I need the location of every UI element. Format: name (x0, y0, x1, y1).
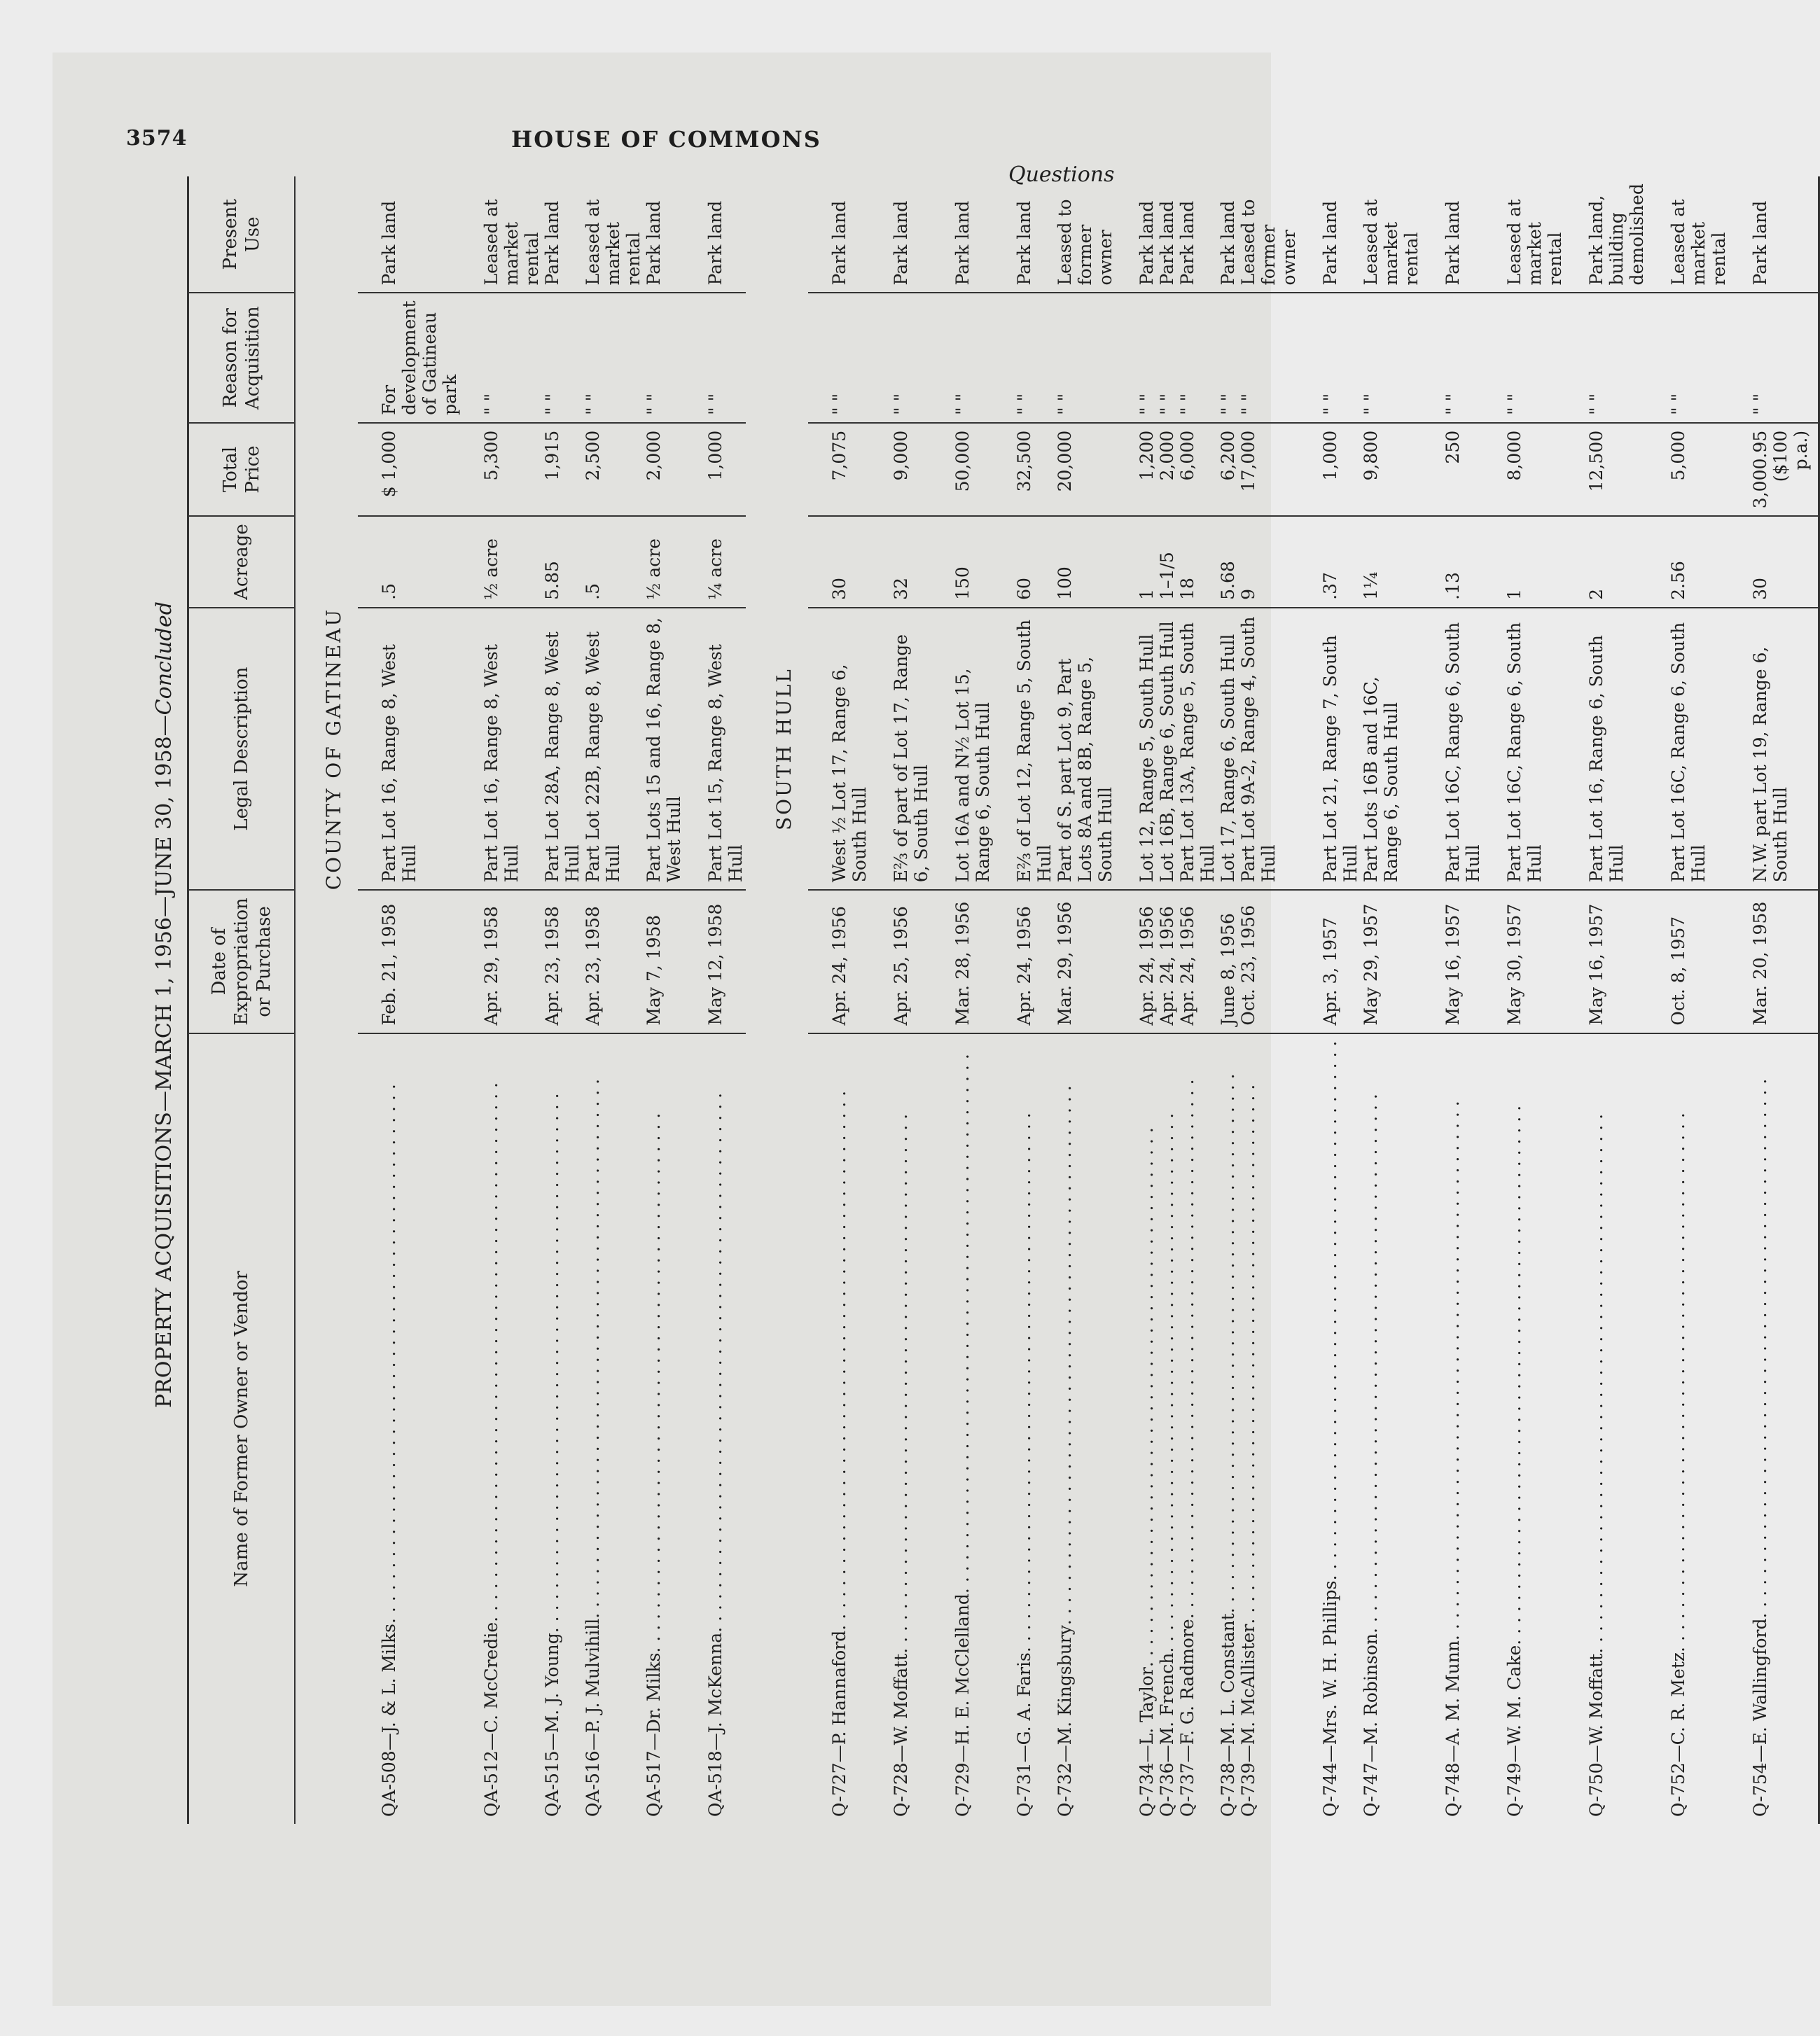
cell-reason: " " (1238, 293, 1299, 422)
col-header-legal: Legal Description (188, 608, 296, 890)
col-header-name: Name of Former Owner or Vendor (188, 1033, 296, 1824)
cell-date: May 12, 1958 (684, 890, 746, 1033)
rotated-table-region (144, 183, 1811, 1824)
cell-reason: " " (1565, 293, 1647, 422)
cell-legal: N.W. part Lot 19, Range 6, South Hull (1729, 608, 1819, 890)
dot-leader (1443, 1041, 1463, 1640)
table-row (1116, 176, 1157, 1824)
name-leader (1750, 1041, 1770, 1817)
section-spacer (295, 176, 358, 293)
table-header-row (188, 176, 296, 1824)
name-text: QA-516—P. J. Mulvihill (583, 1618, 603, 1817)
cell-acreage: ½ acre (644, 516, 684, 608)
cell-legal: West ½ Lot 17, Range 6, South Hull (808, 608, 870, 890)
cell-legal: Part Lot 22B, Range 8, West Hull (583, 608, 644, 890)
cell-date: May 16, 1957 (1565, 890, 1647, 1033)
cell-price: 9,800 (1361, 423, 1422, 516)
cell-name (870, 1033, 931, 1824)
cell-price: 6,200 (1218, 423, 1238, 516)
cell-reason: " " (1299, 293, 1361, 422)
cell-acreage: ½ acre (460, 516, 542, 608)
cell-legal: Part Lot 21, Range 7, South Hull (1299, 608, 1361, 890)
cell-legal: Part Lot 28A, Range 8, West Hull (542, 608, 583, 890)
name-text: Q-729—H. E. McClelland (952, 1594, 973, 1817)
dot-leader (1055, 1041, 1075, 1625)
cell-reason: For development of Gatineau park (358, 293, 460, 422)
name-leader (1218, 1041, 1238, 1817)
cell-date: Apr. 3, 1957 (1299, 890, 1361, 1033)
cell-acreage: 18 (1177, 516, 1218, 608)
name-text: Q-739—M. McAllister (1238, 1624, 1258, 1817)
cell-use: Park land (542, 176, 583, 293)
cell-date: Oct. 8, 1957 (1647, 890, 1729, 1033)
page-header-title: HOUSE OF COMMONS (511, 126, 821, 153)
cell-price: 1,915 (542, 423, 583, 516)
cell-reason: " " (1422, 293, 1483, 422)
section-title: COUNTY OF GATINEAU (322, 607, 345, 891)
cell-use: Park land (1157, 176, 1177, 293)
section-spacer (746, 176, 808, 293)
cell-legal: Lot 16B, Range 6, South Hull (1157, 608, 1177, 890)
cell-acreage: 5.85 (542, 516, 583, 608)
name-leader (1320, 1041, 1340, 1817)
cell-reason: " " (931, 293, 993, 422)
cell-use: Park land (870, 176, 931, 293)
name-text: QA-518—J. McKenna (705, 1632, 725, 1817)
cell-price: 2,500 (583, 423, 644, 516)
cell-date: Apr. 23, 1958 (583, 890, 644, 1033)
cell-date: Mar. 28, 1956 (931, 890, 993, 1033)
cell-name (358, 1033, 460, 1824)
cell-legal: Lot 17, Range 6, South Hull (1218, 608, 1238, 890)
name-text: Q-747—M. Robinson (1361, 1633, 1381, 1817)
dot-leader (1504, 1041, 1524, 1645)
name-text: QA-517—Dr. Milks (644, 1652, 664, 1817)
dot-leader (829, 1041, 849, 1631)
table-row (542, 176, 583, 1824)
table-row (993, 176, 1055, 1824)
cell-date: Feb. 21, 1958 (358, 890, 460, 1033)
cell-date: Apr. 23, 1958 (542, 890, 583, 1033)
cell-name (1177, 1033, 1218, 1824)
dot-leader (952, 1041, 973, 1594)
dot-leader (891, 1041, 911, 1654)
cell-name (644, 1033, 684, 1824)
dot-leader (1668, 1041, 1688, 1652)
cell-use: Park land (1177, 176, 1218, 293)
table-row (1565, 176, 1647, 1824)
dot-leader (481, 1041, 501, 1622)
table-row (1177, 176, 1218, 1824)
cell-date: June 8, 1956 (1218, 890, 1238, 1033)
name-leader (644, 1041, 664, 1817)
name-text: Q-727—P. Hannaford (829, 1630, 849, 1817)
cell-price: 1,000 (1299, 423, 1361, 516)
cell-price: 2,000 (1157, 423, 1177, 516)
cell-reason: " " (644, 293, 684, 422)
cell-legal: E⅔ of Lot 12, Range 5, South Hull (993, 608, 1055, 890)
cell-price: 3,000.95 ($100 p.a.) (1729, 423, 1819, 516)
cell-reason: " " (808, 293, 870, 422)
cell-date: Apr. 29, 1958 (460, 890, 542, 1033)
cell-date: May 29, 1957 (1361, 890, 1422, 1033)
name-text: Q-732—M. Kingsbury (1055, 1625, 1075, 1817)
name-leader (481, 1041, 501, 1817)
cell-acreage: 5.68 (1218, 516, 1238, 608)
dot-leader (583, 1041, 603, 1619)
name-text: Q-754—E. Wallingford (1750, 1618, 1770, 1817)
cell-use: Park land (1116, 176, 1157, 293)
cell-reason: " " (1055, 293, 1116, 422)
dot-leader (1157, 1041, 1177, 1653)
cell-reason: " " (1218, 293, 1238, 422)
cell-use: Leased to former owner (1238, 176, 1299, 293)
cell-acreage: 2 (1565, 516, 1647, 608)
cell-name (1422, 1033, 1483, 1824)
col-header-use: Present Use (188, 176, 296, 293)
name-leader (1055, 1041, 1075, 1817)
dot-leader (705, 1041, 725, 1633)
name-text: Q-731—G. A. Faris (1014, 1652, 1034, 1817)
table-row (684, 176, 746, 1824)
section-spacer (746, 890, 808, 1033)
cell-legal: Part Lot 16C, Range 6, South Hull (1483, 608, 1565, 890)
name-leader (1137, 1041, 1157, 1817)
section-spacer (746, 1033, 808, 1824)
cell-acreage: .5 (358, 516, 460, 608)
cell-use: Park land (644, 176, 684, 293)
cell-price: 12,500 (1565, 423, 1647, 516)
cell-name (1238, 1033, 1299, 1824)
cell-acreage: .5 (583, 516, 644, 608)
dot-leader (1137, 1041, 1157, 1668)
cell-legal: E⅔ of part of Lot 17, Range 6, South Hull (870, 608, 931, 890)
table-title-suffix: Concluded (152, 601, 176, 716)
name-leader (1504, 1041, 1524, 1817)
page-number: 3574 (126, 126, 188, 151)
section-spacer (295, 516, 358, 608)
cell-name (1729, 1033, 1819, 1824)
cell-reason: " " (583, 293, 644, 422)
col-header-acreage: Acreage (188, 516, 296, 608)
cell-name (931, 1033, 993, 1824)
cell-reason: " " (1157, 293, 1177, 422)
cell-acreage: 60 (993, 516, 1055, 608)
table-row (1218, 176, 1238, 1824)
cell-date: Mar. 29, 1956 (1055, 890, 1116, 1033)
section-row (746, 176, 808, 1824)
cell-use: Park land (1299, 176, 1361, 293)
name-text: QA-515—M. J. Young (542, 1633, 562, 1817)
table-row (460, 176, 542, 1824)
cell-price: $ 1,000 (358, 423, 460, 516)
cell-acreage: 30 (808, 516, 870, 608)
cell-legal: Lot 16A and N½ Lot 15, Range 6, South Hull (931, 608, 993, 890)
cell-use: Leased to former owner (1055, 176, 1116, 293)
cell-price: 20,000 (1055, 423, 1116, 516)
cell-name (808, 1033, 870, 1824)
cell-use: Park land (1218, 176, 1238, 293)
cell-acreage: 30 (1729, 516, 1819, 608)
cell-reason: " " (1729, 293, 1819, 422)
table-row (583, 176, 644, 1824)
section-spacer (295, 293, 358, 422)
cell-legal: Part Lot 16C, Range 6, South Hull (1422, 608, 1483, 890)
cell-name (1116, 1033, 1157, 1824)
table-row (1055, 176, 1116, 1824)
cell-name (542, 1033, 583, 1824)
table-row (1157, 176, 1177, 1824)
cell-price: 7,075 (808, 423, 870, 516)
name-text: QA-508—J. & L. Milks (379, 1624, 399, 1817)
cell-name (1647, 1033, 1729, 1824)
cell-acreage: 100 (1055, 516, 1116, 608)
cell-price: 6,000 (1177, 423, 1218, 516)
cell-use: Park land (931, 176, 993, 293)
cell-reason: " " (1647, 293, 1729, 422)
col-header-date: Date of Expropriation or Purchase (188, 890, 296, 1033)
table-row (644, 176, 684, 1824)
cell-name (1483, 1033, 1565, 1824)
name-leader (379, 1041, 399, 1817)
cell-acreage: 1 (1116, 516, 1157, 608)
name-leader (1177, 1041, 1197, 1817)
name-text: Q-752—C. R. Metz (1668, 1652, 1688, 1817)
cell-legal: Part Lot 16C, Range 6, South Hull (1647, 608, 1729, 890)
cell-name (1218, 1033, 1238, 1824)
section-title: SOUTH HULL (772, 667, 796, 831)
cell-price: 9,000 (870, 423, 931, 516)
table-row (358, 176, 460, 1824)
cell-name (1055, 1033, 1116, 1824)
dot-leader (1361, 1041, 1381, 1633)
dot-leader (1238, 1041, 1258, 1624)
dot-leader (1586, 1041, 1606, 1654)
section-spacer (295, 890, 358, 1033)
name-text: Q-728—W. Moffatt (891, 1653, 911, 1817)
section-spacer (746, 293, 808, 422)
cell-acreage: 9 (1238, 516, 1299, 608)
name-leader (542, 1041, 562, 1817)
cell-date: Apr. 25, 1956 (870, 890, 931, 1033)
cell-name (460, 1033, 542, 1824)
table-row (1483, 176, 1565, 1824)
table-row (1299, 176, 1361, 1824)
col-header-price: Total Price (188, 423, 296, 516)
cell-use: Park land (358, 176, 460, 293)
cell-use: Park land (993, 176, 1055, 293)
dot-leader (1320, 1041, 1340, 1581)
table-row (808, 176, 870, 1824)
name-text: Q-734—L. Taylor (1137, 1667, 1157, 1817)
acquisitions-table (187, 176, 1820, 1824)
section-spacer (746, 516, 808, 608)
table-row (1361, 176, 1422, 1824)
cell-price: 2,000 (644, 423, 684, 516)
cell-reason: " " (993, 293, 1055, 422)
name-text: Q-750—W. Moffatt (1586, 1653, 1606, 1817)
cell-acreage: .13 (1422, 516, 1483, 608)
dot-leader (1014, 1041, 1034, 1653)
cell-date: May 16, 1957 (1422, 890, 1483, 1033)
name-text: Q-749—W. M. Cake (1504, 1645, 1524, 1817)
name-leader (952, 1041, 973, 1817)
cell-price: 5,000 (1647, 423, 1729, 516)
cell-reason: " " (684, 293, 746, 422)
cell-price: 8,000 (1483, 423, 1565, 516)
name-text: Q-737—F. G. Radmore (1177, 1619, 1197, 1817)
table-row (931, 176, 993, 1824)
section-label: Questions (1008, 162, 1115, 187)
cell-name (1565, 1033, 1647, 1824)
table-row (1647, 176, 1729, 1824)
cell-reason: " " (460, 293, 542, 422)
name-text: Q-736—M. French (1157, 1652, 1177, 1817)
cell-use: Leased at market rental (1483, 176, 1565, 293)
cell-acreage: 1–1/5 (1157, 516, 1177, 608)
cell-date: Apr. 24, 1956 (1177, 890, 1218, 1033)
cell-legal: Lot 12, Range 5, South Hull (1116, 608, 1157, 890)
name-leader (1361, 1041, 1381, 1817)
cell-date: May 7, 1958 (644, 890, 684, 1033)
dot-leader (644, 1041, 664, 1653)
cell-reason: " " (1177, 293, 1218, 422)
cell-legal: Part Lot 16, Range 6, South Hull (1565, 608, 1647, 890)
name-leader (1014, 1041, 1034, 1817)
dot-leader (1750, 1041, 1770, 1619)
cell-legal: Part Lots 15 and 16, Range 8, West Hull (644, 608, 684, 890)
cell-price: 50,000 (931, 423, 993, 516)
cell-name (993, 1033, 1055, 1824)
name-leader (705, 1041, 725, 1817)
cell-legal: Part Lot 16, Range 8, West Hull (460, 608, 542, 890)
name-text: Q-744—Mrs. W. H. Phillips (1320, 1580, 1340, 1817)
name-leader (1238, 1041, 1258, 1817)
cell-price: 17,000 (1238, 423, 1299, 516)
cell-acreage: 32 (870, 516, 931, 608)
cell-acreage: 150 (931, 516, 993, 608)
section-spacer (746, 423, 808, 516)
cell-date: Oct. 23, 1956 (1238, 890, 1299, 1033)
table-title (144, 186, 186, 1824)
name-leader (1157, 1041, 1177, 1817)
table-row (1422, 176, 1483, 1824)
dot-leader (379, 1041, 399, 1624)
cell-name (1299, 1033, 1361, 1824)
cell-price: 1,200 (1116, 423, 1157, 516)
name-leader (1443, 1041, 1463, 1817)
cell-reason: " " (870, 293, 931, 422)
table-body (295, 176, 1819, 1824)
cell-price: 1,000 (684, 423, 746, 516)
table-title-main: PROPERTY ACQUISITIONS—MARCH 1, 1956—JUNE 30, 1958— (152, 715, 176, 1408)
cell-date: May 30, 1957 (1483, 890, 1565, 1033)
cell-legal: Part Lot 15, Range 8, West Hull (684, 608, 746, 890)
cell-date: Apr. 24, 1956 (1116, 890, 1157, 1033)
cell-reason: " " (1116, 293, 1157, 422)
cell-acreage: 1 (1483, 516, 1565, 608)
cell-legal: Part Lot 9A-2, Range 4, South Hull (1238, 608, 1299, 890)
cell-date: Apr. 24, 1956 (808, 890, 870, 1033)
name-leader (1586, 1041, 1606, 1817)
cell-use: Leased at market rental (583, 176, 644, 293)
cell-legal: Part Lots 16B and 16C, Range 6, South Hull (1361, 608, 1422, 890)
dot-leader (1177, 1041, 1197, 1619)
cell-use: Park land (1422, 176, 1483, 293)
name-leader (1668, 1041, 1688, 1817)
cell-price: 5,300 (460, 423, 542, 516)
col-header-reason: Reason for Acquisition (188, 293, 296, 422)
cell-use: Park land, building demolished (1565, 176, 1647, 293)
dot-leader (1218, 1041, 1238, 1614)
cell-reason: " " (1361, 293, 1422, 422)
cell-legal: Part of S. part Lot 9, Part Lots 8A and 8B, Range 5, South Hull (1055, 608, 1116, 890)
cell-date: Apr. 24, 1956 (993, 890, 1055, 1033)
cell-date: Apr. 24, 1956 (1157, 890, 1177, 1033)
section-spacer (295, 423, 358, 516)
cell-use: Park land (808, 176, 870, 293)
section-row (295, 176, 358, 1824)
cell-use: Leased at market rental (1361, 176, 1422, 293)
cell-reason: " " (1483, 293, 1565, 422)
cell-use: Leased at market rental (1647, 176, 1729, 293)
name-text: Q-748—A. M. Munn (1443, 1640, 1463, 1817)
name-text: Q-738—M. L. Constant (1218, 1613, 1238, 1817)
cell-legal: Part Lot 16, Range 8, West Hull (358, 608, 460, 890)
cell-legal: Part Lot 13A, Range 5, South Hull (1177, 608, 1218, 890)
table-row (1238, 176, 1299, 1824)
table-row (870, 176, 931, 1824)
cell-name (684, 1033, 746, 1824)
name-text: QA-512—C. McCredie (481, 1622, 501, 1817)
cell-date: Mar. 20, 1958 (1729, 890, 1819, 1033)
cell-price: 250 (1422, 423, 1483, 516)
cell-name (1157, 1033, 1177, 1824)
cell-name (583, 1033, 644, 1824)
section-spacer (295, 1033, 358, 1824)
cell-price: 32,500 (993, 423, 1055, 516)
dot-leader (542, 1041, 562, 1633)
cell-use: Park land (1729, 176, 1819, 293)
name-leader (891, 1041, 911, 1817)
cell-name (1361, 1033, 1422, 1824)
cell-acreage: .37 (1299, 516, 1361, 608)
cell-acreage: 1¼ (1361, 516, 1422, 608)
cell-use: Park land (684, 176, 746, 293)
name-leader (829, 1041, 849, 1817)
name-leader (583, 1041, 603, 1817)
cell-acreage: 2.56 (1647, 516, 1729, 608)
cell-reason: " " (542, 293, 583, 422)
cell-use: Leased at market rental (460, 176, 542, 293)
table-row (1729, 176, 1819, 1824)
cell-acreage: ¼ acre (684, 516, 746, 608)
